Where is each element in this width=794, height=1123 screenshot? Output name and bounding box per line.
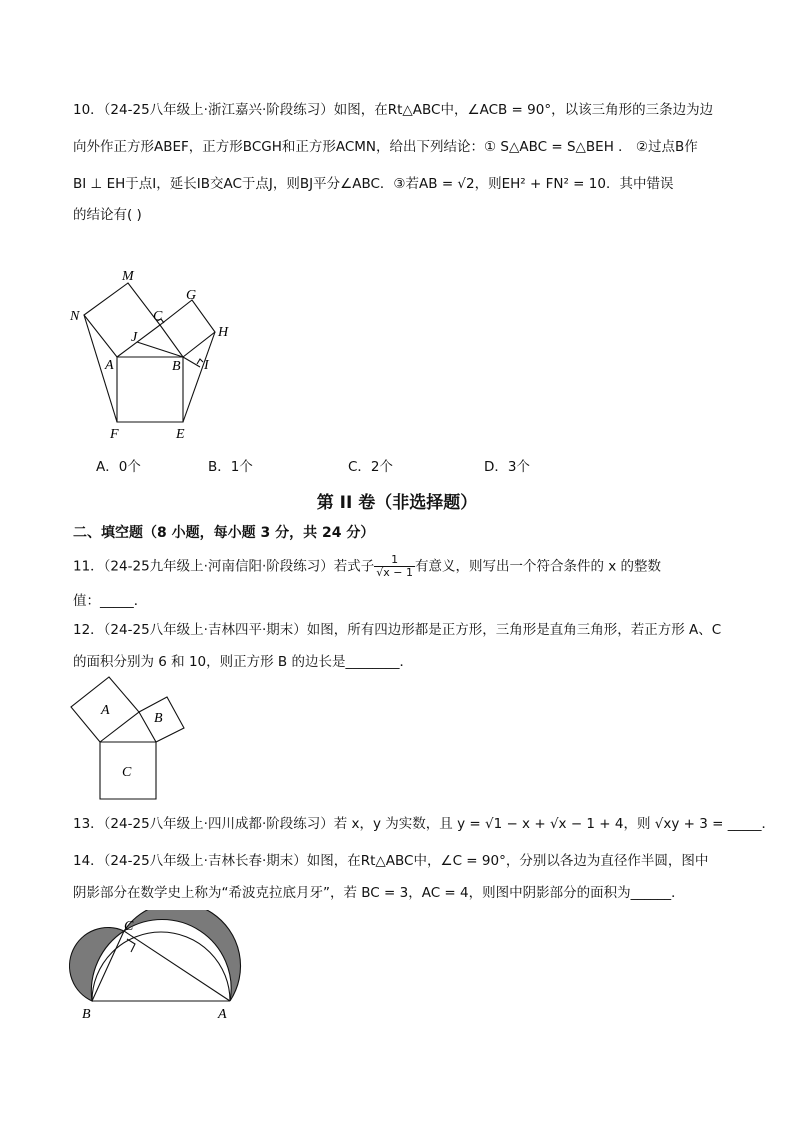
q11-suffix: 有意义，则写出一个符合条件的 x 的整数 (414, 558, 662, 575)
q14-line-1: 14．（24-25八年级上·吉林长春·期末）如图，在Rt△ABC中，∠C = 90°，分别以各边为直径作半圆，图中 (73, 853, 709, 869)
q14-figure (66, 910, 246, 1025)
semicircle-ab (92, 932, 230, 1001)
fig10-label-i: I (204, 358, 209, 373)
fig10-label-j: J (131, 330, 138, 345)
fig14-label-a: A (218, 1007, 227, 1022)
option-c[interactable]: C．2个 (348, 459, 394, 475)
q13-line-1: 13．（24-25八年级上·四川成都·阶段练习）若 x，y 为实数，且 y = √1 − x + √x − 1 + 4，则 √xy + 3 = _____． (73, 816, 775, 832)
fig10-label-g: G (186, 288, 197, 303)
q10-line-2: 向外作正方形ABEF，正方形BCGH和正方形ACMN，给出下列结论：① S△ABC = S△BEH ． ②过点B作 (73, 139, 698, 155)
fig14-label-c: C (124, 919, 134, 934)
q10-line-3: BI ⊥ EH于点I，延长IB交AC于点J，则BJ平分∠ABC．③若AB = √2，则EH² + FN² = 10．其中错误 (73, 176, 674, 192)
q11-frac-num: 1 (391, 553, 399, 566)
q11-frac-den: √x − 1 (376, 566, 413, 579)
q12-line-2: 的面积分别为 6 和 10，则正方形 B 的边长是________． (73, 654, 413, 670)
fig10-label-f: F (110, 427, 119, 442)
option-d[interactable]: D．3个 (484, 459, 530, 475)
q10-line-1: 10．（24-25八年级上·浙江嘉兴·阶段练习）如图，在Rt△ABC中，∠ACB = 90°，以该三角形的三条边为边 (73, 102, 714, 118)
q11-fraction (374, 554, 415, 579)
fig10-label-n: N (70, 309, 80, 324)
fig12-label-c: C (122, 765, 132, 780)
fig10-label-a: A (105, 358, 114, 373)
square-bcgh (160, 300, 215, 357)
fig12-label-a: A (101, 703, 110, 718)
q10-figure (66, 262, 246, 447)
q11-line-1 (73, 554, 733, 579)
part-two-title: 二、填空题（8 小题，每小题 3 分，共 24 分） (73, 525, 375, 541)
fig10-label-c: C (153, 309, 163, 324)
q11-prefix: 11．（24-25九年级上·河南信阳·阶段练习）若式子 (73, 558, 375, 575)
fig10-label-m: M (122, 269, 134, 284)
q10-line-4: 的结论有( ) (73, 207, 142, 223)
fig10-label-b: B (172, 359, 181, 374)
lune-ac (124, 910, 241, 1001)
fig14-label-b: B (82, 1007, 91, 1022)
option-b[interactable]: B．1个 (208, 459, 253, 475)
option-a[interactable]: A．0个 (96, 459, 141, 475)
q14-line-2: 阴影部分在数学史上称为“希波克拉底月牙”，若 BC = 3，AC = 4，则图中阴影部分的面积为______． (73, 885, 685, 901)
fig10-label-e: E (176, 427, 185, 442)
q12-line-1: 12．（24-25八年级上·吉林四平·期末）如图，所有四边形都是正方形，三角形是直角三角形，若正方形 A、C (73, 622, 722, 638)
fig12-label-b: B (154, 711, 163, 726)
section-title: 第 II 卷（非选择题） (316, 493, 478, 513)
fig10-label-h: H (218, 325, 229, 340)
q12-figure (66, 675, 196, 805)
q11-line-2: 值：_____． (73, 593, 148, 609)
